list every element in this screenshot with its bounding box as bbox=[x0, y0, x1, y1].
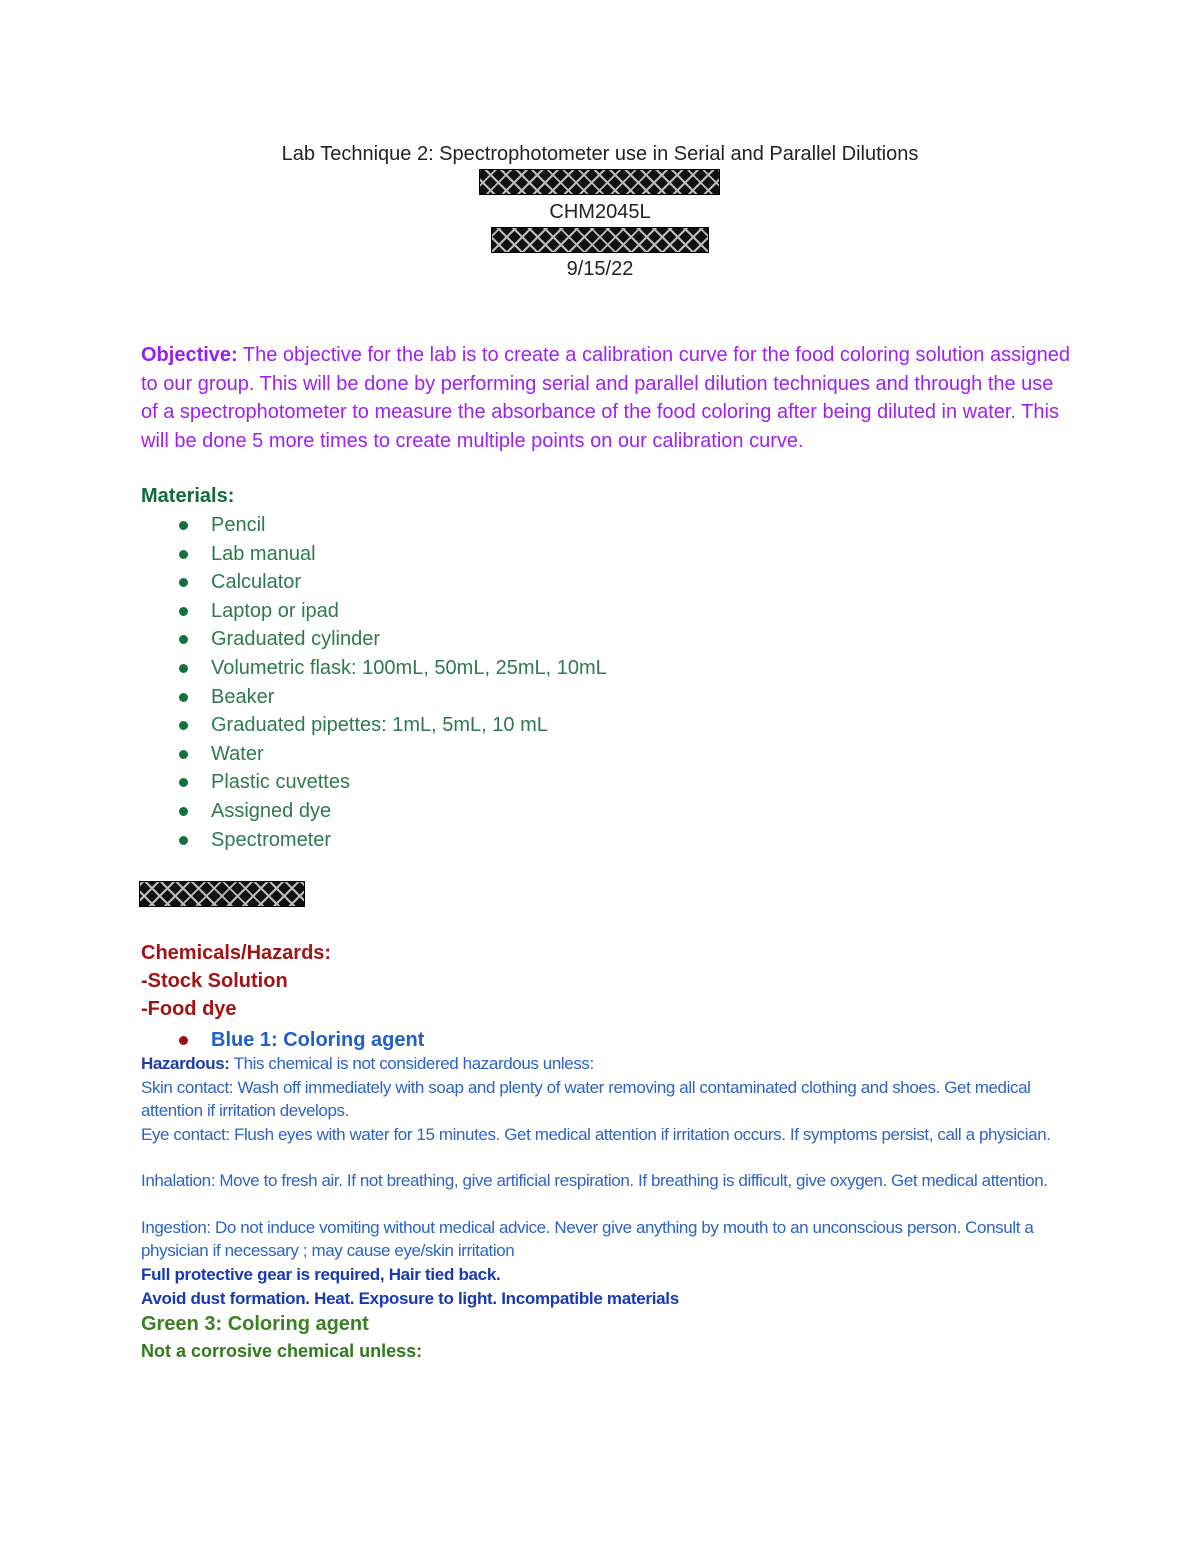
objective-paragraph bbox=[141, 341, 1071, 455]
blue1-heading: Blue 1: Coloring agent bbox=[141, 1027, 424, 1053]
bullet-icon bbox=[179, 578, 188, 587]
bullet-icon bbox=[179, 635, 188, 644]
stock-solution-line: -Stock Solution bbox=[141, 970, 288, 992]
list-item: Volumetric flask: 100mL, 50mL, 25mL, 10mL bbox=[141, 654, 607, 683]
chemicals-heading: Chemicals/Hazards: bbox=[141, 942, 332, 964]
bullet-icon bbox=[179, 693, 188, 702]
list-item: Water bbox=[141, 740, 607, 769]
materials-list bbox=[141, 511, 607, 854]
objective-label: Objective: bbox=[141, 344, 238, 366]
bullet-icon bbox=[179, 750, 188, 759]
list-item: Graduated pipettes: 1mL, 5mL, 10 mL bbox=[141, 711, 607, 740]
hazardous-line: Hazardous: This chemical is not considered hazardous unless: bbox=[141, 1054, 594, 1073]
bullet-icon bbox=[179, 607, 188, 616]
bullet-icon bbox=[179, 521, 188, 530]
bullet-icon bbox=[179, 664, 188, 673]
redacted-partner-block bbox=[491, 227, 709, 253]
list-item: Assigned dye bbox=[141, 797, 607, 826]
list-item: Laptop or ipad bbox=[141, 597, 607, 626]
redacted-name-block bbox=[479, 169, 720, 195]
list-item: Spectrometer bbox=[141, 826, 607, 855]
list-item: Calculator bbox=[141, 568, 607, 597]
bullet-icon bbox=[179, 550, 188, 559]
document-date: 9/15/22 bbox=[566, 258, 634, 280]
bullet-icon bbox=[179, 721, 188, 730]
list-item: Graduated cylinder bbox=[141, 625, 607, 654]
list-item: Pencil bbox=[141, 511, 607, 540]
inhalation-text: Inhalation: Move to fresh air. If not breathing, give artificial respiration. If breathing is difficult, give oxygen. Get medical attention. bbox=[141, 1171, 1048, 1190]
ingestion-text: Ingestion: Do not induce vomiting without medical advice. Never give anything by mouth to an unconscious person. Consult a physician if necessary ; may cause eye/skin irritation bbox=[141, 1218, 1034, 1260]
bullet-icon bbox=[179, 1036, 188, 1045]
list-item: Lab manual bbox=[141, 540, 607, 569]
food-dye-line: -Food dye bbox=[141, 998, 237, 1020]
avoid-conditions-text: Avoid dust formation. Heat. Exposure to light. Incompatible materials bbox=[141, 1289, 679, 1308]
bullet-icon bbox=[179, 778, 188, 787]
objective-text: The objective for the lab is to create a calibration curve for the food coloring solution assigned to our group. This will be done by performing serial and parallel dilution techniques and through the use of a spectrophotometer to measure the absorbance of the food coloring after being diluted in water. This will be done 5 more times to create multiple points on our calibration curve. bbox=[141, 344, 1071, 452]
list-item: Beaker bbox=[141, 683, 607, 712]
redacted-procedure-heading bbox=[139, 881, 305, 907]
list-item: Plastic cuvettes bbox=[141, 768, 607, 797]
bullet-icon bbox=[179, 836, 188, 845]
materials-heading: Materials: bbox=[141, 485, 235, 507]
green3-heading: Green 3: Coloring agent bbox=[141, 1313, 369, 1335]
bullet-icon bbox=[179, 807, 188, 816]
skin-contact-text: Skin contact: Wash off immediately with soap and plenty of water removing all contaminated clothing and shoes. Get medical attention if irritation develops. bbox=[141, 1078, 1031, 1120]
course-code: CHM2045L bbox=[549, 201, 651, 223]
document-title: Lab Technique 2: Spectrophotometer use in Serial and Parallel Dilutions bbox=[281, 143, 919, 165]
eye-contact-text: Eye contact: Flush eyes with water for 15 minutes. Get medical attention if irritation occurs. If symptoms persist, call a physician. bbox=[141, 1125, 1051, 1144]
hazardous-label: Hazardous: bbox=[141, 1054, 230, 1073]
green3-subtext: Not a corrosive chemical unless: bbox=[141, 1341, 423, 1361]
protective-gear-text: Full protective gear is required, Hair tied back. bbox=[141, 1265, 501, 1284]
